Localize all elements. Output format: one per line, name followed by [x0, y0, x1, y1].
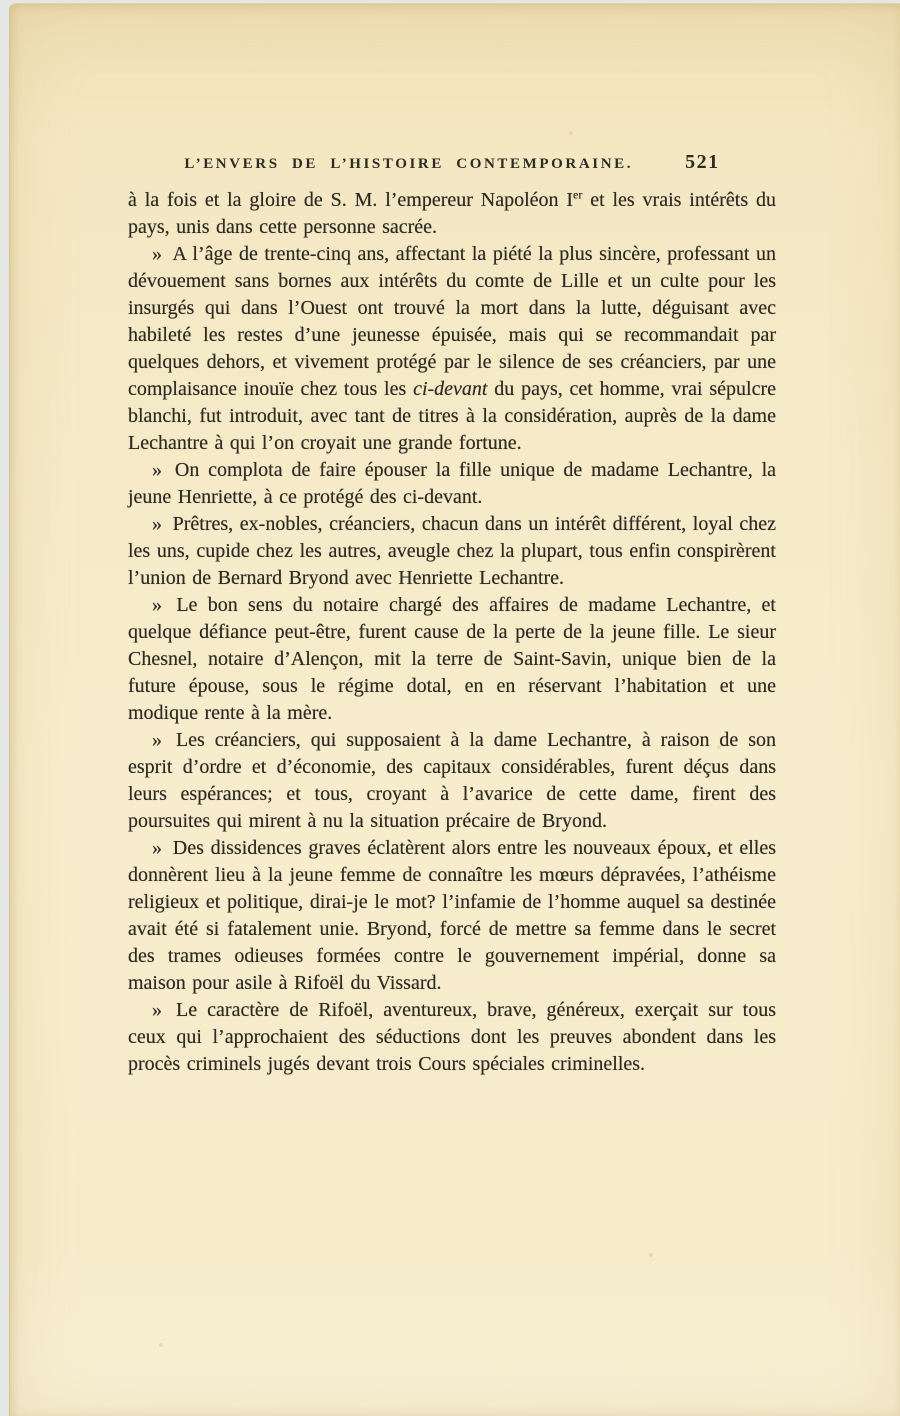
text-run: Des dissidences graves éclatèrent alors entre les nouveaux époux, et elles donnèrent lieu à la jeune femme de connaître les mœurs dépravées, l’athéisme religieux et politique, dirai-je le mot? l’infamie de l’homme auquel sa destinée avait été si fatalement unie. Bryond, forcé de mettre sa femme dans le secret des trames odieuses formées contre le gouvernement impérial, donne sa maison pour asile à Rifoël du Vissard. — [128, 837, 777, 994]
text-run: Le caractère de Rifoël, aventureux, brave, généreux, exerçait sur tous ceux qui l’approchaient des séductions dont les preuves abondent dans les procès criminels jugés devant trois Cours spéciales criminelles. — [128, 999, 777, 1075]
paragraph — [128, 511, 776, 592]
paragraph-marker: » — [152, 594, 177, 616]
text-column — [128, 187, 776, 1078]
italic-text: ci-devant — [413, 378, 488, 400]
text-run: à la fois et la gloire de S. M. l’empereur Napoléon I — [128, 189, 574, 211]
text-run: Les créanciers, qui supposaient à la dame Lechantre, à raison de son esprit d’ordre et d’économie, des capitaux considérables, furent déçus dans leurs espérances; et tous, croyant à l’avarice de cette dame, firent des poursuites qui mirent à nu la situation précaire de Bryond. — [128, 729, 777, 832]
running-header — [128, 151, 776, 174]
text-run: et les vrais intérêts du pays, unis dans cette personne sacrée. — [128, 189, 776, 238]
text-run: Le bon sens du notaire chargé des affaires de madame Lechantre, et quelque défiance peut-être, furent cause de la perte de la jeune fille. Le sieur Chesnel, notaire d’Alençon, mit la terre de Saint-Savin, unique bien de la future épouse, sous le régime dotal, en en réservant l’habitation et une modique rente à la mère. — [128, 594, 776, 724]
book-page — [9, 3, 900, 1416]
paragraph — [128, 835, 776, 997]
paragraph — [128, 727, 776, 835]
text-run: A l’âge de trente-cinq ans, affectant la piété la plus sincère, professant un dévouement sans bornes aux intérêts du comte de Lille et un culte pour les insurgés qui dans l’Ouest ont trouvé la mort dans la lutte, déguisant avec habileté les restes d’une jeunesse épuisée, mais qui se recommandait par quelques dehors, et vivement protégé par le silence de ses créanciers, par une complaisance inouïe chez tous les — [128, 243, 777, 400]
text-run: Prêtres, ex-nobles, créanciers, chacun dans un intérêt différent, loyal chez les uns, cupide chez les autres, aveugle chez la plupart, tous enfin conspirèrent l’union de Bernard Bryond avec Henriette Lechantre. — [128, 513, 776, 589]
text-run: du pays, cet homme, vrai sépulcre blanchi, fut introduit, avec tant de titres à la considération, auprès de la dame Lechantre à qui l’on croyait une grande fortune. — [128, 378, 777, 454]
page-content — [128, 4, 776, 1078]
running-title: L’ENVERS DE L’HISTOIRE CONTEMPORAINE. — [184, 156, 634, 172]
paragraph — [128, 592, 776, 727]
paragraph — [128, 997, 776, 1078]
paragraph-marker: » — [152, 513, 173, 535]
paragraph-marker: » — [152, 243, 173, 265]
paragraph-marker: » — [152, 729, 176, 751]
paragraph-marker: » — [152, 837, 173, 859]
superscript-text: er — [573, 187, 583, 202]
text-run: On complota de faire épouser la fille unique de madame Lechantre, la jeune Henriette, à ce protégé des ci-devant. — [128, 459, 776, 508]
paper-specks — [10, 4, 12, 6]
paragraph-marker: » — [152, 459, 175, 481]
paragraph — [128, 457, 776, 511]
paragraph — [128, 187, 776, 241]
page-number: 521 — [685, 151, 720, 173]
paragraph-marker: » — [152, 999, 177, 1021]
paragraph — [128, 241, 776, 457]
